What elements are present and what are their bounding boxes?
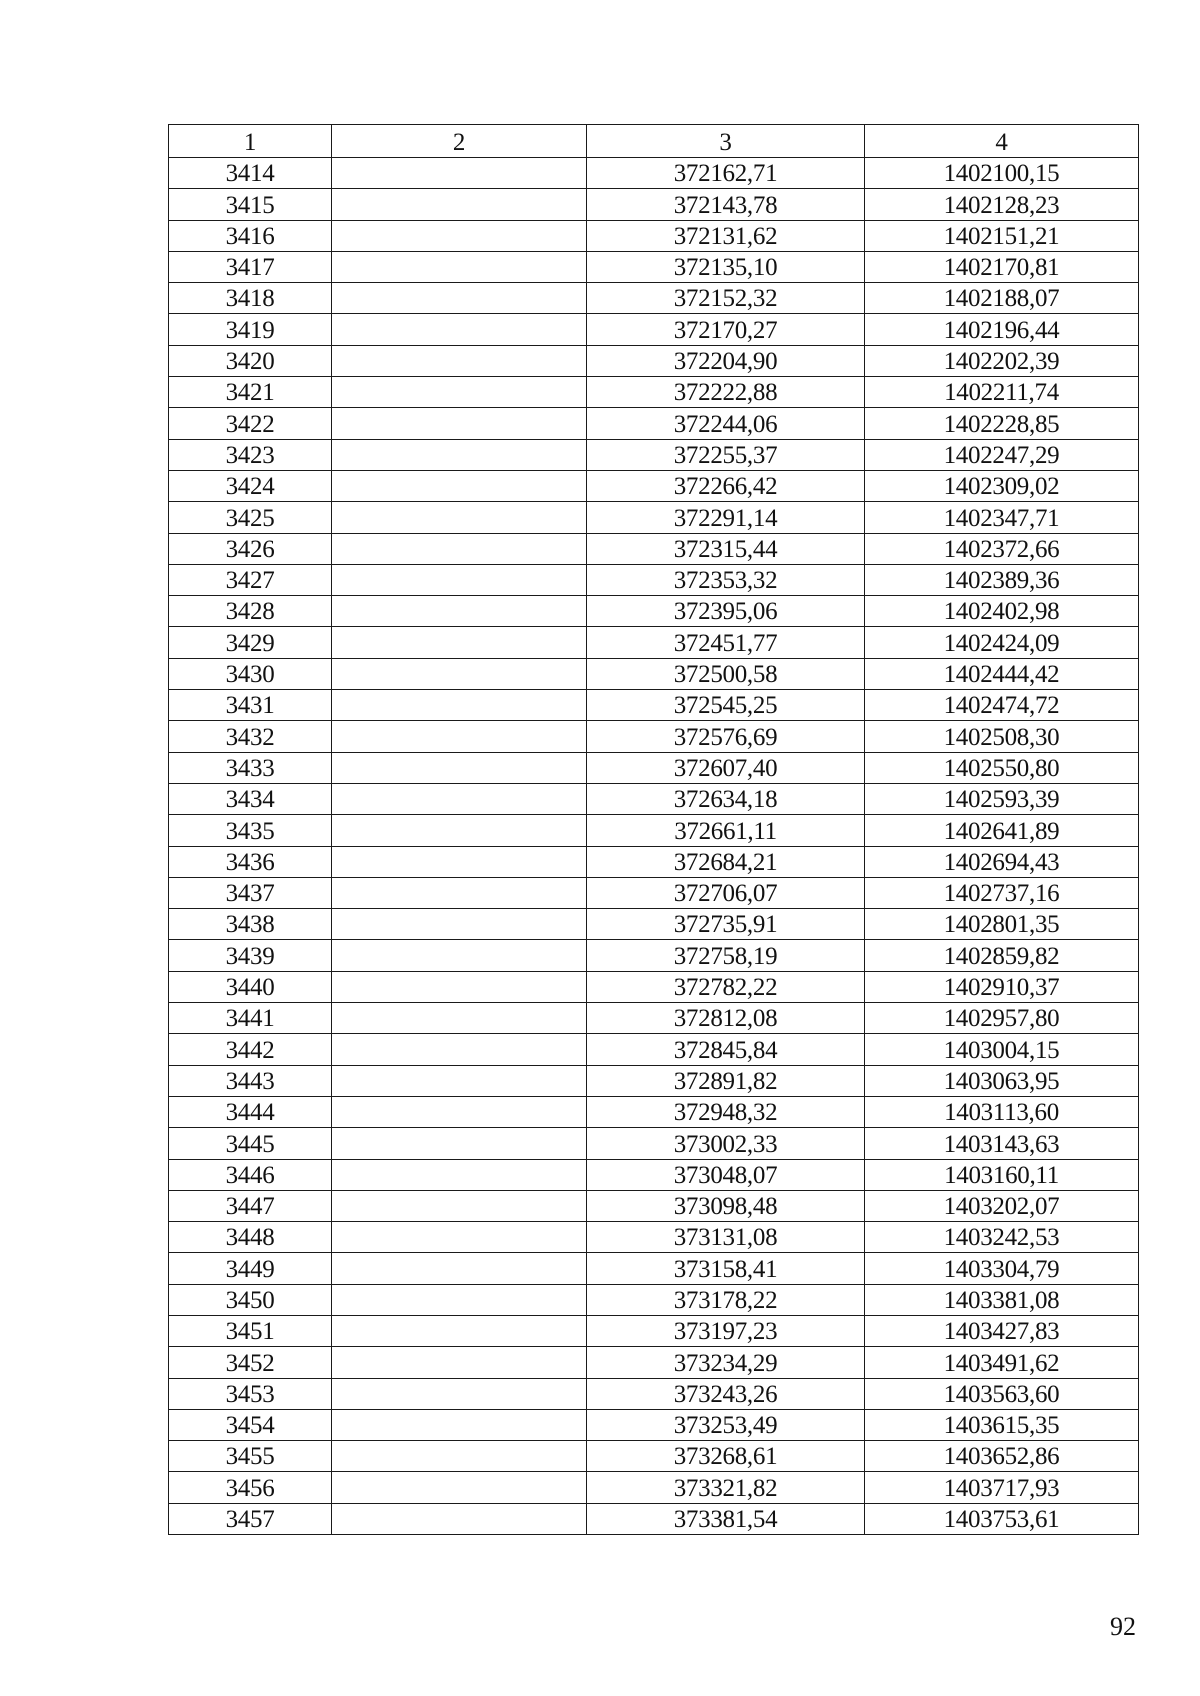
note-cell <box>332 909 587 940</box>
table-row <box>169 1315 1139 1346</box>
note-cell <box>332 721 587 752</box>
point-number-cell: 3438 <box>169 909 332 940</box>
table-row <box>169 220 1139 251</box>
point-number-cell: 3439 <box>169 940 332 971</box>
point-number-cell: 3422 <box>169 408 332 439</box>
x-coordinate-cell: 372500,58 <box>587 658 865 689</box>
table-row <box>169 846 1139 877</box>
point-number-cell: 3414 <box>169 158 332 189</box>
table-row <box>169 189 1139 220</box>
table-row <box>169 1441 1139 1472</box>
x-coordinate-cell: 372266,42 <box>587 470 865 501</box>
point-number-cell: 3452 <box>169 1347 332 1378</box>
note-cell <box>332 502 587 533</box>
y-coordinate-cell: 1402474,72 <box>865 690 1139 721</box>
table-row <box>169 1128 1139 1159</box>
x-coordinate-cell: 373098,48 <box>587 1190 865 1221</box>
table-row <box>169 783 1139 814</box>
note-cell <box>332 1503 587 1534</box>
point-number-cell: 3453 <box>169 1378 332 1409</box>
y-coordinate-cell: 1402641,89 <box>865 815 1139 846</box>
point-number-cell: 3423 <box>169 439 332 470</box>
point-number-cell: 3456 <box>169 1472 332 1503</box>
y-coordinate-cell: 1403143,63 <box>865 1128 1139 1159</box>
y-coordinate-cell: 1402128,23 <box>865 189 1139 220</box>
x-coordinate-cell: 373178,22 <box>587 1284 865 1315</box>
x-coordinate-cell: 372395,06 <box>587 596 865 627</box>
note-cell <box>332 251 587 282</box>
x-coordinate-cell: 373158,41 <box>587 1253 865 1284</box>
table-row <box>169 470 1139 501</box>
note-cell <box>332 1159 587 1190</box>
point-number-cell: 3448 <box>169 1222 332 1253</box>
y-coordinate-cell: 1402694,43 <box>865 846 1139 877</box>
point-number-cell: 3443 <box>169 1065 332 1096</box>
point-number-cell: 3420 <box>169 345 332 376</box>
note-cell <box>332 1347 587 1378</box>
table-row <box>169 721 1139 752</box>
x-coordinate-cell: 373197,23 <box>587 1315 865 1346</box>
x-coordinate-cell: 372451,77 <box>587 627 865 658</box>
point-number-cell: 3433 <box>169 752 332 783</box>
note-cell <box>332 596 587 627</box>
x-coordinate-cell: 372782,22 <box>587 971 865 1002</box>
table-row <box>169 533 1139 564</box>
note-cell <box>332 564 587 595</box>
x-coordinate-cell: 373131,08 <box>587 1222 865 1253</box>
x-coordinate-cell: 372661,11 <box>587 815 865 846</box>
point-number-cell: 3421 <box>169 377 332 408</box>
x-coordinate-cell: 372143,78 <box>587 189 865 220</box>
x-coordinate-cell: 372634,18 <box>587 783 865 814</box>
y-coordinate-cell: 1402211,74 <box>865 377 1139 408</box>
point-number-cell: 3429 <box>169 627 332 658</box>
note-cell <box>332 158 587 189</box>
point-number-cell: 3445 <box>169 1128 332 1159</box>
table-header <box>169 125 1139 158</box>
column-header-4: 4 <box>865 125 1139 158</box>
y-coordinate-cell: 1402100,15 <box>865 158 1139 189</box>
note-cell <box>332 877 587 908</box>
y-coordinate-cell: 1402910,37 <box>865 971 1139 1002</box>
x-coordinate-cell: 372162,71 <box>587 158 865 189</box>
x-coordinate-cell: 372204,90 <box>587 345 865 376</box>
x-coordinate-cell: 373253,49 <box>587 1409 865 1440</box>
note-cell <box>332 1284 587 1315</box>
x-coordinate-cell: 372131,62 <box>587 220 865 251</box>
note-cell <box>332 1190 587 1221</box>
point-number-cell: 3428 <box>169 596 332 627</box>
note-cell <box>332 408 587 439</box>
note-cell <box>332 1253 587 1284</box>
x-coordinate-cell: 373268,61 <box>587 1441 865 1472</box>
x-coordinate-cell: 372891,82 <box>587 1065 865 1096</box>
y-coordinate-cell: 1403202,07 <box>865 1190 1139 1221</box>
y-coordinate-cell: 1402402,98 <box>865 596 1139 627</box>
x-coordinate-cell: 372812,08 <box>587 1003 865 1034</box>
table-row <box>169 627 1139 658</box>
y-coordinate-cell: 1403427,83 <box>865 1315 1139 1346</box>
note-cell <box>332 1315 587 1346</box>
y-coordinate-cell: 1403381,08 <box>865 1284 1139 1315</box>
table-row <box>169 377 1139 408</box>
note-cell <box>332 971 587 1002</box>
point-number-cell: 3437 <box>169 877 332 908</box>
table-row <box>169 1378 1139 1409</box>
table-row <box>169 1503 1139 1534</box>
table-row <box>169 877 1139 908</box>
y-coordinate-cell: 1403717,93 <box>865 1472 1139 1503</box>
y-coordinate-cell: 1403753,61 <box>865 1503 1139 1534</box>
point-number-cell: 3454 <box>169 1409 332 1440</box>
note-cell <box>332 1472 587 1503</box>
table-row <box>169 1190 1139 1221</box>
table-row <box>169 408 1139 439</box>
point-number-cell: 3441 <box>169 1003 332 1034</box>
table-row <box>169 345 1139 376</box>
column-header-3: 3 <box>587 125 865 158</box>
note-cell <box>332 220 587 251</box>
point-number-cell: 3415 <box>169 189 332 220</box>
table-row <box>169 1347 1139 1378</box>
x-coordinate-cell: 372545,25 <box>587 690 865 721</box>
table-row <box>169 690 1139 721</box>
point-number-cell: 3417 <box>169 251 332 282</box>
note-cell <box>332 189 587 220</box>
point-number-cell: 3418 <box>169 283 332 314</box>
y-coordinate-cell: 1402170,81 <box>865 251 1139 282</box>
note-cell <box>332 1003 587 1034</box>
note-cell <box>332 815 587 846</box>
table-row <box>169 1284 1139 1315</box>
note-cell <box>332 752 587 783</box>
page-number: 92 <box>1110 1612 1136 1641</box>
x-coordinate-cell: 372607,40 <box>587 752 865 783</box>
y-coordinate-cell: 1403113,60 <box>865 1096 1139 1127</box>
table-row <box>169 314 1139 345</box>
x-coordinate-cell: 372706,07 <box>587 877 865 908</box>
point-number-cell: 3449 <box>169 1253 332 1284</box>
point-number-cell: 3432 <box>169 721 332 752</box>
column-header-1: 1 <box>169 125 332 158</box>
y-coordinate-cell: 1402309,02 <box>865 470 1139 501</box>
point-number-cell: 3450 <box>169 1284 332 1315</box>
table-row <box>169 752 1139 783</box>
y-coordinate-cell: 1403304,79 <box>865 1253 1139 1284</box>
y-coordinate-cell: 1402550,80 <box>865 752 1139 783</box>
table-row <box>169 1003 1139 1034</box>
note-cell <box>332 1409 587 1440</box>
table-row <box>169 596 1139 627</box>
y-coordinate-cell: 1403563,60 <box>865 1378 1139 1409</box>
x-coordinate-cell: 372948,32 <box>587 1096 865 1127</box>
table-row <box>169 564 1139 595</box>
x-coordinate-cell: 372684,21 <box>587 846 865 877</box>
note-cell <box>332 439 587 470</box>
table-row <box>169 1253 1139 1284</box>
table-row <box>169 971 1139 1002</box>
point-number-cell: 3440 <box>169 971 332 1002</box>
y-coordinate-cell: 1402737,16 <box>865 877 1139 908</box>
note-cell <box>332 846 587 877</box>
x-coordinate-cell: 373048,07 <box>587 1159 865 1190</box>
x-coordinate-cell: 372735,91 <box>587 909 865 940</box>
y-coordinate-cell: 1402801,35 <box>865 909 1139 940</box>
table-row <box>169 502 1139 533</box>
y-coordinate-cell: 1403491,62 <box>865 1347 1139 1378</box>
x-coordinate-cell: 373381,54 <box>587 1503 865 1534</box>
point-number-cell: 3442 <box>169 1034 332 1065</box>
y-coordinate-cell: 1402188,07 <box>865 283 1139 314</box>
note-cell <box>332 690 587 721</box>
note-cell <box>332 345 587 376</box>
note-cell <box>332 627 587 658</box>
note-cell <box>332 783 587 814</box>
point-number-cell: 3435 <box>169 815 332 846</box>
y-coordinate-cell: 1402196,44 <box>865 314 1139 345</box>
y-coordinate-cell: 1403160,11 <box>865 1159 1139 1190</box>
point-number-cell: 3427 <box>169 564 332 595</box>
x-coordinate-cell: 372244,06 <box>587 408 865 439</box>
table-row <box>169 283 1139 314</box>
point-number-cell: 3446 <box>169 1159 332 1190</box>
point-number-cell: 3424 <box>169 470 332 501</box>
y-coordinate-cell: 1402347,71 <box>865 502 1139 533</box>
x-coordinate-cell: 373243,26 <box>587 1378 865 1409</box>
note-cell <box>332 1222 587 1253</box>
y-coordinate-cell: 1402151,21 <box>865 220 1139 251</box>
x-coordinate-cell: 372135,10 <box>587 251 865 282</box>
note-cell <box>332 1096 587 1127</box>
y-coordinate-cell: 1402508,30 <box>865 721 1139 752</box>
table-row <box>169 251 1139 282</box>
table-row <box>169 1159 1139 1190</box>
point-number-cell: 3455 <box>169 1441 332 1472</box>
table-row <box>169 658 1139 689</box>
point-number-cell: 3426 <box>169 533 332 564</box>
x-coordinate-cell: 372255,37 <box>587 439 865 470</box>
x-coordinate-cell: 372758,19 <box>587 940 865 971</box>
y-coordinate-cell: 1403004,15 <box>865 1034 1139 1065</box>
table-body <box>169 158 1139 1535</box>
note-cell <box>332 1034 587 1065</box>
y-coordinate-cell: 1402593,39 <box>865 783 1139 814</box>
note-cell <box>332 283 587 314</box>
note-cell <box>332 1128 587 1159</box>
x-coordinate-cell: 373321,82 <box>587 1472 865 1503</box>
table-row <box>169 940 1139 971</box>
header-row <box>169 125 1139 158</box>
table-row <box>169 1096 1139 1127</box>
table-row <box>169 1065 1139 1096</box>
x-coordinate-cell: 372845,84 <box>587 1034 865 1065</box>
coordinates-table <box>168 124 1139 1535</box>
table-row <box>169 815 1139 846</box>
point-number-cell: 3447 <box>169 1190 332 1221</box>
x-coordinate-cell: 373234,29 <box>587 1347 865 1378</box>
note-cell <box>332 658 587 689</box>
y-coordinate-cell: 1402389,36 <box>865 564 1139 595</box>
x-coordinate-cell: 372315,44 <box>587 533 865 564</box>
point-number-cell: 3431 <box>169 690 332 721</box>
x-coordinate-cell: 372152,32 <box>587 283 865 314</box>
x-coordinate-cell: 372170,27 <box>587 314 865 345</box>
note-cell <box>332 377 587 408</box>
x-coordinate-cell: 372222,88 <box>587 377 865 408</box>
point-number-cell: 3425 <box>169 502 332 533</box>
point-number-cell: 3444 <box>169 1096 332 1127</box>
y-coordinate-cell: 1402247,29 <box>865 439 1139 470</box>
y-coordinate-cell: 1402859,82 <box>865 940 1139 971</box>
note-cell <box>332 314 587 345</box>
point-number-cell: 3457 <box>169 1503 332 1534</box>
column-header-2: 2 <box>332 125 587 158</box>
y-coordinate-cell: 1402444,42 <box>865 658 1139 689</box>
point-number-cell: 3419 <box>169 314 332 345</box>
table-row <box>169 439 1139 470</box>
y-coordinate-cell: 1403652,86 <box>865 1441 1139 1472</box>
y-coordinate-cell: 1403063,95 <box>865 1065 1139 1096</box>
x-coordinate-cell: 372576,69 <box>587 721 865 752</box>
point-number-cell: 3436 <box>169 846 332 877</box>
table-row <box>169 1222 1139 1253</box>
table-row <box>169 909 1139 940</box>
note-cell <box>332 470 587 501</box>
x-coordinate-cell: 372291,14 <box>587 502 865 533</box>
y-coordinate-cell: 1402957,80 <box>865 1003 1139 1034</box>
y-coordinate-cell: 1403615,35 <box>865 1409 1139 1440</box>
x-coordinate-cell: 373002,33 <box>587 1128 865 1159</box>
note-cell <box>332 1378 587 1409</box>
y-coordinate-cell: 1402202,39 <box>865 345 1139 376</box>
table-row <box>169 1034 1139 1065</box>
x-coordinate-cell: 372353,32 <box>587 564 865 595</box>
table-row <box>169 1409 1139 1440</box>
note-cell <box>332 1065 587 1096</box>
point-number-cell: 3451 <box>169 1315 332 1346</box>
y-coordinate-cell: 1402424,09 <box>865 627 1139 658</box>
note-cell <box>332 1441 587 1472</box>
note-cell <box>332 533 587 564</box>
note-cell <box>332 940 587 971</box>
point-number-cell: 3434 <box>169 783 332 814</box>
point-number-cell: 3430 <box>169 658 332 689</box>
y-coordinate-cell: 1402228,85 <box>865 408 1139 439</box>
y-coordinate-cell: 1403242,53 <box>865 1222 1139 1253</box>
table-row <box>169 1472 1139 1503</box>
point-number-cell: 3416 <box>169 220 332 251</box>
y-coordinate-cell: 1402372,66 <box>865 533 1139 564</box>
table-row <box>169 158 1139 189</box>
